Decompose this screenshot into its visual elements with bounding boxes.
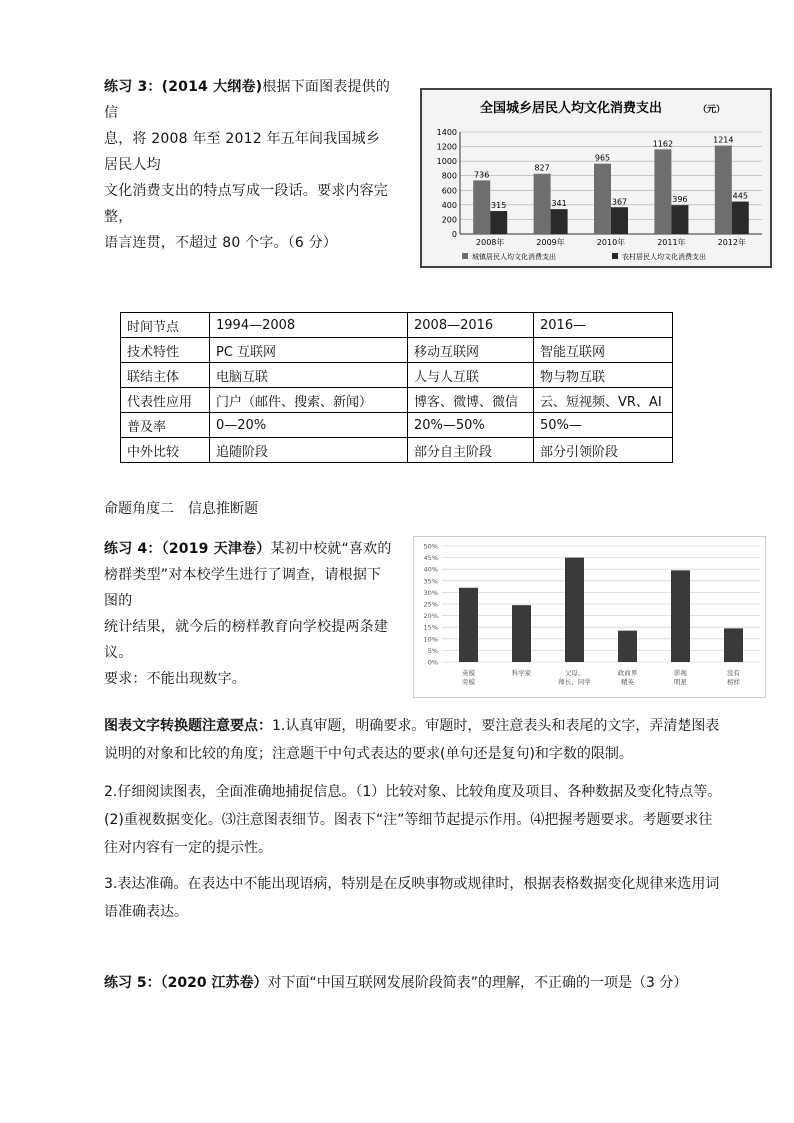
table-cell: 20%—50% — [408, 413, 534, 438]
y-tick-label: 1200 — [436, 142, 457, 152]
data-label-rural: 445 — [732, 191, 748, 201]
x-tick-label: 2012年 — [717, 238, 746, 247]
exercise-5-text: 对下面“中国互联网发展阶段简表”的理解，不正确的一项是（3 分） — [267, 975, 688, 991]
table-row — [121, 338, 673, 363]
bar-urban — [473, 180, 490, 234]
legend-swatch-urban — [462, 253, 468, 259]
y-tick-label: 400 — [441, 200, 457, 210]
tips-paragraph-2: 2.仔细阅读图表，全面准确地捕捉信息。（1）比较对象、比较角度及项目、各种数据及变化特点等。(2)重视数据变化。⑶注意图表细节。图表下“注”等细节起提示作用。⑷把握考题要求。考题要求往往对内容有一定的提示性。 — [104, 784, 722, 856]
table-cell: 2008—2016 — [408, 313, 534, 338]
bar-urban — [654, 149, 671, 234]
x-tick-label: 影视 — [674, 669, 687, 677]
exercise-4-line: 要求：不能出现数字。 — [104, 671, 246, 687]
table-cell: 智能互联网 — [534, 338, 673, 363]
y-tick-label: 50% — [423, 542, 438, 551]
y-tick-label: 1000 — [436, 157, 457, 167]
y-tick-label: 0 — [451, 230, 457, 239]
table-cell: 门户（邮件、搜索、新闻） — [210, 388, 408, 413]
bar — [724, 628, 743, 662]
row-header-cell: 技术特性 — [121, 338, 210, 363]
y-tick-label: 20% — [423, 612, 438, 621]
table-cell: 2016— — [534, 313, 673, 338]
table-cell: 博客、微博、微信 — [408, 388, 534, 413]
bar-rural — [732, 202, 749, 234]
tips-label: 图表文字转换题注意要点： — [104, 718, 272, 734]
x-tick-label: 榜样 — [727, 678, 740, 686]
bar-urban — [715, 146, 732, 234]
y-tick-label: 600 — [441, 186, 457, 196]
data-label-urban: 827 — [534, 163, 550, 173]
x-tick-label: 没有 — [727, 669, 740, 677]
exercise-4-line: 榜群类型”对本校学生进行了调查，请根据下图的 — [104, 567, 382, 609]
bar — [565, 558, 584, 662]
data-label-urban: 1214 — [713, 135, 734, 145]
row-header-cell: 代表性应用 — [121, 388, 210, 413]
y-tick-label: 35% — [423, 577, 438, 586]
data-label-urban: 1162 — [652, 139, 674, 149]
data-label-rural: 315 — [491, 201, 507, 211]
y-tick-label: 200 — [441, 215, 457, 225]
exercise-4-line: 统计结果，就今后的榜样教育向学校提两条建议。 — [104, 619, 388, 661]
exercise-3-line: 息，将 2008 年至 2012 年五年间我国城乡居民人均 — [104, 131, 381, 173]
table-cell: 物与物互联 — [534, 363, 673, 388]
exercise-3-line: 文化消费支出的特点写成一段话。要求内容完整， — [104, 183, 388, 225]
y-tick-label: 800 — [441, 171, 457, 181]
exercise-4-line: 某初中校就“喜欢的 — [270, 541, 392, 557]
y-tick-label: 0% — [427, 658, 438, 667]
x-tick-label: 2009年 — [536, 238, 565, 247]
x-tick-label: 劳模 — [462, 678, 475, 686]
bar-urban — [534, 174, 551, 234]
table-cell: 1994—2008 — [210, 313, 408, 338]
bar-rural — [490, 211, 507, 234]
table-row — [121, 413, 673, 438]
table-cell: 移动互联网 — [408, 338, 534, 363]
data-label-rural: 396 — [672, 195, 688, 205]
urban-rural-culture-chart — [420, 88, 772, 268]
table-cell: 电脑互联 — [210, 363, 408, 388]
bar — [618, 631, 637, 662]
y-tick-label: 25% — [423, 600, 438, 609]
x-tick-label: 2010年 — [596, 238, 626, 247]
table-row — [121, 388, 673, 413]
table-cell: 部分自主阶段 — [408, 438, 534, 463]
chart-canvas — [414, 537, 765, 697]
y-tick-label: 15% — [423, 623, 438, 632]
table-cell: 人与人互联 — [408, 363, 534, 388]
bar — [459, 588, 478, 662]
y-tick-label: 5% — [427, 646, 438, 655]
tips-paragraph-1 — [104, 712, 722, 768]
legend-urban: 城镇居民人均文化消费支出 — [472, 253, 556, 261]
bar-rural — [611, 207, 628, 234]
exercise-3-line: 根据下面图表提供的信 — [104, 79, 391, 121]
table-cell: 部分引领阶段 — [534, 438, 673, 463]
legend-rural: 农村居民人均文化消费支出 — [622, 253, 706, 261]
tips-text: 1.认真审题，明确要求。审题时，要注意表头和表尾的文字，弄清楚图表说明的对象和比较的角度；注意题干中句式表达的要求(单句还是复句)和字数的限制。 — [104, 718, 720, 762]
x-tick-label: 科学家 — [511, 669, 532, 677]
x-tick-label: 师长、同学 — [558, 678, 591, 686]
data-label-urban: 736 — [474, 170, 490, 180]
table-row — [121, 363, 673, 388]
x-tick-label: 2011年 — [657, 238, 686, 247]
table-cell: 追随阶段 — [210, 438, 408, 463]
row-header-cell: 联结主体 — [121, 363, 210, 388]
table-cell: 云、短视频、VR、AI — [534, 388, 673, 413]
data-label-rural: 341 — [551, 199, 567, 209]
y-tick-label: 30% — [423, 588, 438, 597]
y-tick-label: 45% — [423, 554, 438, 563]
chart-unit: （元） — [698, 105, 726, 115]
table-cell: 0—20% — [210, 413, 408, 438]
exercise-4-label: 练习 4：（2019 天津卷） — [104, 541, 271, 557]
table-row — [121, 313, 673, 338]
exercise-3 — [104, 74, 392, 256]
chart-canvas — [422, 90, 770, 266]
exercise-5-label: 练习 5：（2020 江苏卷） — [104, 975, 268, 991]
data-label-rural: 367 — [611, 197, 628, 207]
bar-urban — [594, 164, 611, 234]
x-tick-label: 政商界 — [617, 669, 638, 677]
data-label-urban: 965 — [594, 153, 611, 163]
exercise-3-label: 练习 3：(2014 大纲卷) — [104, 79, 263, 95]
y-tick-label: 10% — [423, 635, 438, 644]
tips-paragraph-3: 3.表达准确。在表达中不能出现语病，特别是在反映事物或规律时，根据表格数据变化规律来选用词语准确表达。 — [104, 876, 720, 920]
y-tick-label: 40% — [423, 565, 438, 574]
row-header-cell: 普及率 — [121, 413, 210, 438]
x-tick-label: 2008年 — [476, 238, 505, 247]
bar-rural — [551, 209, 568, 234]
x-tick-label: 明星 — [674, 678, 687, 686]
role-model-chart — [413, 536, 766, 698]
bar — [512, 605, 531, 662]
row-header-cell: 中外比较 — [121, 438, 210, 463]
exercise-5 — [104, 972, 722, 992]
bar-rural — [671, 205, 688, 234]
x-tick-label: 英模 — [462, 669, 475, 677]
legend-swatch-rural — [612, 253, 618, 259]
table-row — [121, 438, 673, 463]
exercise-3-line: 语言连贯，不超过 80 个字。（6 分） — [104, 235, 338, 251]
table-cell: 50%— — [534, 413, 673, 438]
y-tick-label: 1400 — [436, 128, 457, 137]
stage-table — [120, 312, 673, 463]
row-header-cell: 时间节点 — [121, 313, 210, 338]
bar — [671, 570, 690, 662]
chart-title: 全国城乡居民人均文化消费支出 — [480, 101, 663, 116]
x-tick-label: 精英 — [621, 678, 634, 686]
internet-stage-table — [120, 312, 673, 463]
section-heading: 命题角度二 信息推断题 — [104, 501, 258, 517]
table-cell: PC 互联网 — [210, 338, 408, 363]
x-tick-label: 父母、 — [564, 669, 585, 677]
exercise-4 — [104, 536, 392, 692]
